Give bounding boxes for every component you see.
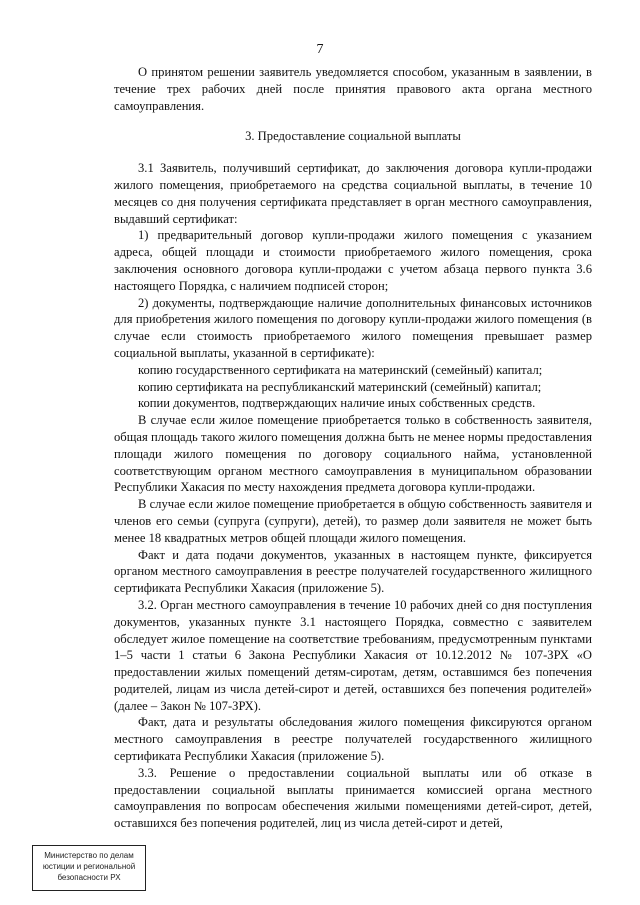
paragraph-submission-fact: Факт и дата подачи документов, указанных в настоящем пункте, фиксируется органом местного самоуправления в реестре получателей государственного жилищного сертификата Республики Хакасия (приложение 5). — [114, 547, 592, 596]
paragraph-3-1: 3.1 Заявитель, получивший сертификат, до заключения договора купли-продажи жилого помещения, приобретаемого на средства социальной выплаты, в течение 10 месяцев со дня получения сертификата представляет в орган местного самоуправления, выдавший сертификат: — [114, 161, 592, 226]
paragraph-notification: О принятом решении заявитель уведомляется способом, указанным в заявлении, в течение трех рабочих дней после принятия правового акта органа местного самоуправления. — [114, 65, 592, 113]
paragraph-item-2: 2) документы, подтверждающие наличие дополнительных финансовых источников для приобретения жилого помещения по договору купли-продажи жилого помещения (в случае если стоимость приобретаемого жилого помещения превышает размер социальной выплаты, указанной в сертификате): — [114, 295, 592, 360]
list-item: копию сертификата на республиканский материнский (семейный) капитал; — [138, 379, 542, 394]
document-body — [114, 64, 592, 832]
stamp-line: юстиции и региональной — [42, 862, 136, 871]
stamp-line: Министерство по делам — [44, 851, 134, 860]
stamp-line: безопасности РХ — [57, 873, 121, 882]
paragraph-sole-ownership: В случае если жилое помещение приобретается только в собственность заявителя, общая площадь такого жилого помещения должна быть не менее нормы предоставления площади жилого помещения по договору социального найма, установленной соответствующим органом местного самоуправления в муниципальном образовании Республики Хакасия по месту нахождения предмета договора купли-продажи. — [114, 413, 592, 495]
section-heading: 3. Предоставление социальной выплаты — [245, 129, 461, 144]
list-item: копию государственного сертификата на материнский (семейный) капитал; — [138, 362, 543, 377]
paragraph-item-1: 1) предварительный договор купли-продажи жилого помещения с указанием адреса, общей площади и стоимости приобретаемого жилого помещения, срока заключения основного договора купли-продажи с учетом абзаца первого пункта 3.6 настоящего Порядка, с наличием подписей сторон; — [114, 228, 592, 293]
paragraph-3-2: 3.2. Орган местного самоуправления в течение 10 рабочих дней со дня поступления документов, указанных пункте 3.1 настоящего Порядка, совместно с заявителем обследует жилое помещение на соответствие требованиям, предусмотренным пунктами 1–5 части 1 статьи 6 Закона Республики Хакасия от 10.12.2012 № 107-ЗРХ «О предоставлении жилых помещений детям-сиротам, детям, оставшимся без попечения родителей, лицам из числа детей-сирот и детей, оставшихся без попечения родителей» (далее – Закон № 107-ЗРХ). — [114, 597, 592, 713]
paragraph-3-3: 3.3. Решение о предоставлении социальной выплаты или об отказе в предоставлении социальной выплаты принимается комиссией органа местного самоуправления по вопросам обеспечения жилыми помещениями детей-сирот, детей, оставшихся без попечения родителей, лиц из числа детей-сирот и детей, — [114, 765, 592, 831]
paragraph-shared-ownership: В случае если жилое помещение приобретается в общую собственность заявителя и членов его семьи (супруга (супруги), детей), то размер доли заявителя не может быть менее 18 квадратных метров общей площади жилого помещения. — [114, 497, 592, 545]
ministry-stamp — [32, 845, 146, 891]
paragraph-inspection-fact: Факт, дата и результаты обследования жилого помещения фиксируются органом местного самоуправления в реестре получателей государственного жилищного сертификата Республики Хакасия (приложение 5). — [114, 715, 592, 764]
list-item: копии документов, подтверждающих наличие иных собственных средств. — [138, 396, 536, 411]
page-number: 7 — [316, 42, 324, 57]
